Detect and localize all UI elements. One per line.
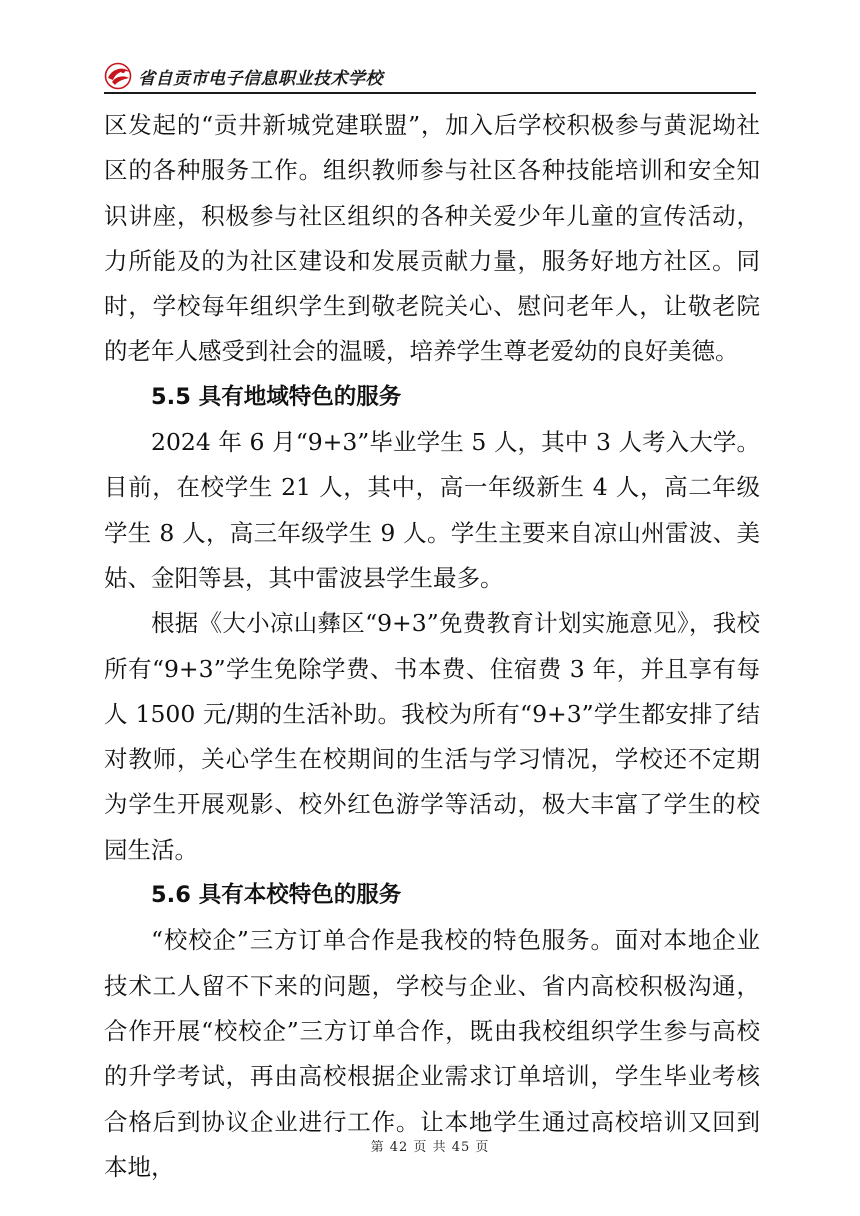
school-name: 省自贡市电子信息职业技术学校 — [138, 69, 383, 89]
paragraph-9plus3-students: 2024 年 6 月“9+3”毕业学生 5 人，其中 3 人考入大学。目前，在校学生 21 人，其中，高一年级新生 4 人，高二年级学生 8 人，高三年级学生 9 人。学生主要来自凉山州雷波、美姑、金阳等县，其中雷波县学生最多。 — [104, 428, 760, 592]
school-emblem-icon — [104, 62, 134, 90]
paragraph-school-enterprise: “校校企”三方订单合作是我校的特色服务。面对本地企业技术工人留不下来的问题，学校与企业、省内高校积极沟通，合作开展“校校企”三方订单合作，既由我校组织学生参与高校的升学考试，再由高校根据企业需求订单培训，学生毕业考核合格后到协议企业进行工作。让本地学生通过高校培训又回到本地， — [104, 926, 760, 1181]
section-heading-5-6: 5.6 具有本校特色的服务 — [151, 882, 402, 909]
paragraph-9plus3-policy: 根据《大小凉山彝区“9+3”免费教育计划实施意见》，我校所有“9+3”学生免除学费、书本费、住宿费 3 年，并且享有每人 1500 元/期的生活补助。我校为所有“9+3”学生都安排了结对教师，关心学生在校期间的生活与学习情况，学校还不定期为学生开展观影、校外红色游学等活动，极大丰富了学生的校园生活。 — [104, 609, 760, 864]
page-header — [104, 58, 756, 94]
document-body — [104, 103, 760, 1190]
section-heading-5-5: 5.5 具有地域特色的服务 — [151, 383, 402, 410]
paragraph-community-service: 区发起的“贡井新城党建联盟”，加入后学校积极参与黄泥坳社区的各种服务工作。组织教师参与社区各种技能培训和安全知识讲座，积极参与社区组织的各种关爱少年儿童的宣传活动，力所能及的为社区建设和发展贡献力量，服务好地方社区。同时，学校每年组织学生到敬老院关心、慰问老年人，让敬老院的老年人感受到社会的温暖，培养学生尊老爱幼的良好美德。 — [104, 111, 760, 366]
page-number: 第 42 页 共 45 页 — [370, 1140, 490, 1155]
